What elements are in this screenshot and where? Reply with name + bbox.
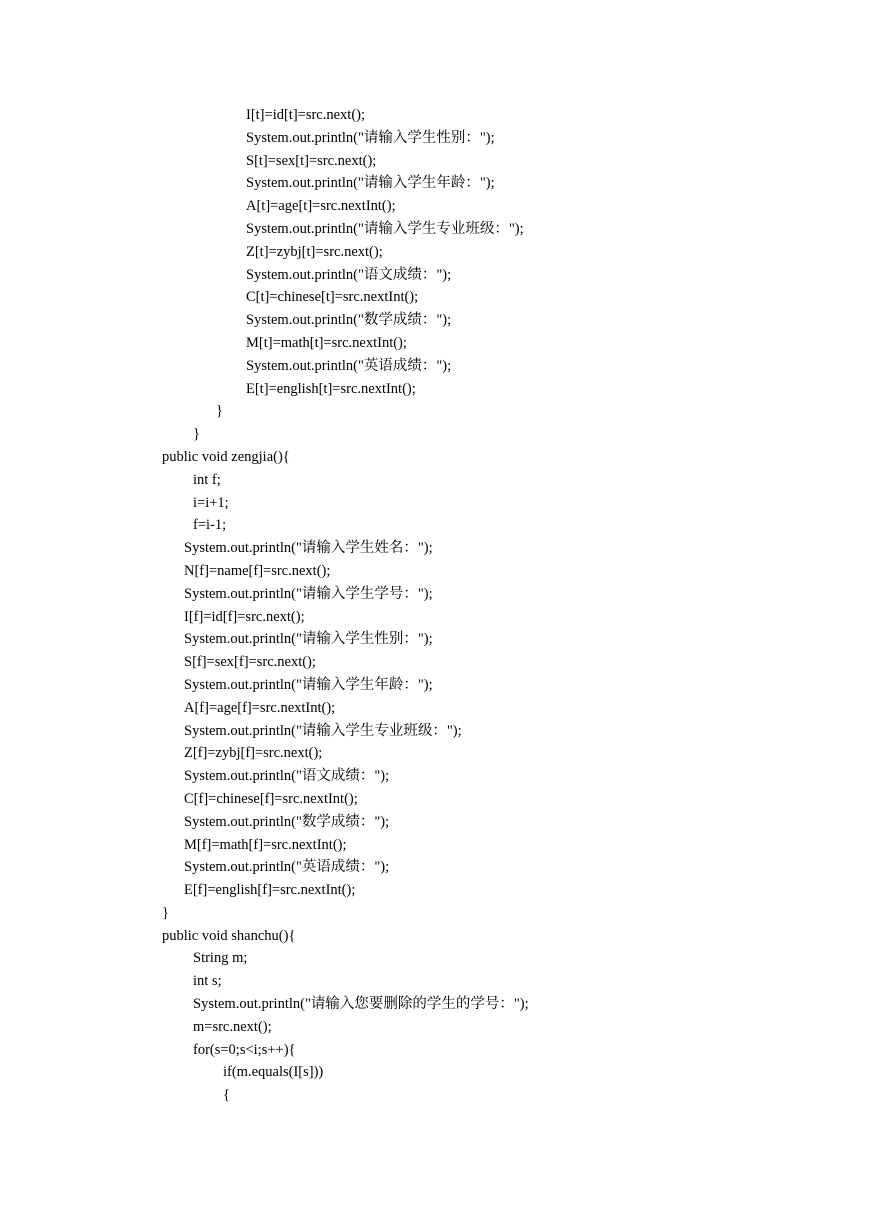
code-line: S[t]=sex[t]=src.next(); <box>246 152 377 169</box>
code-line: System.out.println("语文成绩："); <box>184 768 390 785</box>
code-line: for(s=0;s<i;s++){ <box>193 1041 296 1058</box>
code-line: System.out.println("请输入学生姓名："); <box>184 540 433 557</box>
code-line: A[f]=age[f]=src.nextInt(); <box>184 699 336 716</box>
code-line: A[t]=age[t]=src.nextInt(); <box>246 198 396 215</box>
code-line: System.out.println("数学成绩："); <box>246 312 452 329</box>
code-line: E[f]=english[f]=src.nextInt(); <box>184 882 356 899</box>
code-line: E[t]=english[t]=src.nextInt(); <box>246 380 416 397</box>
code-line: System.out.println("请输入学生专业班级："); <box>184 722 462 739</box>
code-line: System.out.println("英语成绩："); <box>184 859 390 876</box>
code-line: System.out.println("语文成绩："); <box>246 266 452 283</box>
code-line: int s; <box>193 973 222 990</box>
code-line: Z[t]=zybj[t]=src.next(); <box>246 243 383 260</box>
code-line: { <box>223 1087 230 1104</box>
code-line: System.out.println("请输入学生年龄："); <box>184 676 433 693</box>
code-line: System.out.println("请输入您要删除的学生的学号："); <box>193 996 529 1013</box>
code-line: System.out.println("请输入学生专业班级："); <box>246 220 524 237</box>
code-line: int f; <box>193 471 221 488</box>
code-line: N[f]=name[f]=src.next(); <box>184 562 331 579</box>
code-line: C[f]=chinese[f]=src.nextInt(); <box>184 790 358 807</box>
code-line: } <box>193 426 200 443</box>
code-line: } <box>216 403 223 420</box>
code-line: M[f]=math[f]=src.nextInt(); <box>184 836 347 853</box>
code-line: String m; <box>193 950 248 967</box>
code-line: C[t]=chinese[t]=src.nextInt(); <box>246 289 419 306</box>
code-listing <box>0 104 869 1107</box>
code-line: Z[f]=zybj[f]=src.next(); <box>184 745 323 762</box>
code-line: System.out.println("请输入学生性别："); <box>246 129 495 146</box>
code-line: System.out.println("请输入学生学号："); <box>184 585 433 602</box>
code-line: I[f]=id[f]=src.next(); <box>184 608 305 625</box>
code-line: System.out.println("数学成绩："); <box>184 813 390 830</box>
code-line: if(m.equals(I[s])) <box>223 1064 324 1081</box>
code-line: } <box>162 904 169 921</box>
code-line: M[t]=math[t]=src.nextInt(); <box>246 334 407 351</box>
code-line: S[f]=sex[f]=src.next(); <box>184 654 316 671</box>
code-line: I[t]=id[t]=src.next(); <box>246 107 366 123</box>
code-line: public void zengjia(){ <box>162 448 290 465</box>
code-line: f=i-1; <box>193 517 227 534</box>
code-line: public void shanchu(){ <box>162 927 296 944</box>
code-line: System.out.println("请输入学生性别："); <box>184 631 433 648</box>
code-line: System.out.println("请输入学生年龄："); <box>246 175 495 192</box>
code-line: i=i+1; <box>193 494 229 511</box>
code-line: System.out.println("英语成绩："); <box>246 357 452 374</box>
code-line: m=src.next(); <box>193 1018 272 1035</box>
